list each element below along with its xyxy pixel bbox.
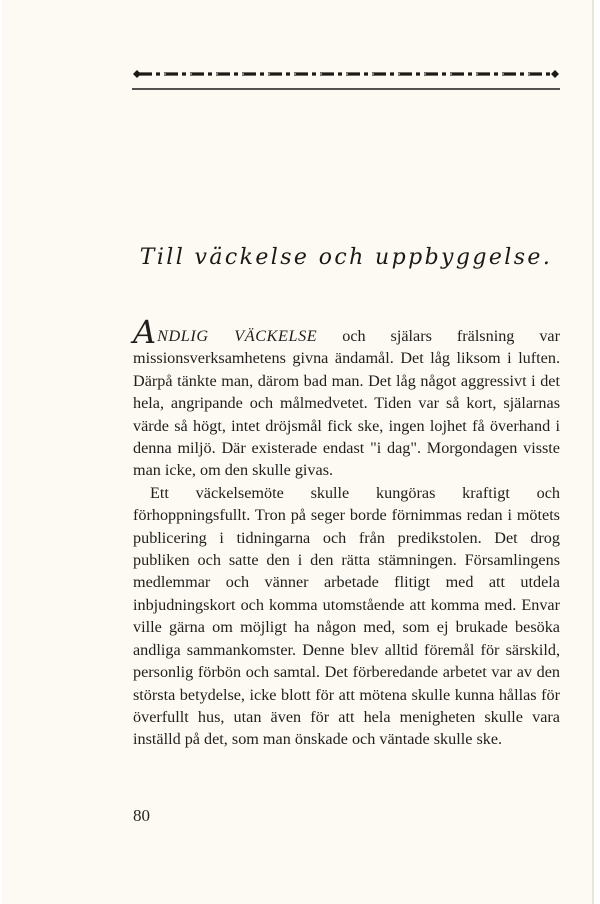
page-number: 80 xyxy=(133,806,150,825)
paragraph-1-text: och själars frälsning var missionsverksamhetens givna ändamål. Det låg liksom i luften. Därpå tänkte man, därom bad man. Det låg något aggressivt i det hela, angripande och målmedvetet. Tiden var så kort, själarnas värde så högt, intet dröjsmål fick ske, ingen lojhet få överhand i denna miljö. Där existerade endast "i dag". Morgondagen visste man icke, om den skulle givas. xyxy=(133,327,561,480)
book-page xyxy=(2,0,594,904)
small-caps-lead: NDLIG VÄCKELSE xyxy=(157,327,318,345)
body-text xyxy=(133,313,561,751)
paragraph-2: Ett väckelsemöte skulle kungöras kraftigt och förhoppningsfullt. Tron på seger borde förnimmas redan i mötets publicering i tidningarna och från predikstolen. Det drog publiken och satte den i den rätta stämningen. Församlingens medlemmar och vänner arbetade flitigt med att utdela inbjudningskort och komma utomstående att komma med. Envar ville gärna om möjligt ha någon med, som ej brukade besöka andliga sammankomster. Denne blev alltid föremål för särskild, personlig förbön och samtal. Det förberedande arbetet var av den största betydelse, icke blott för att mötena skulle kunna hållas för överfullt hus, utan även för att hela menigheten skulle vara inställd på det, som man önskade och väntade skulle ske. xyxy=(133,483,560,749)
paragraph-1 xyxy=(133,313,561,482)
drop-cap: A xyxy=(133,313,158,351)
decorative-border-ornament xyxy=(132,69,560,95)
chapter-title: Till väckelse och uppbyggelse. xyxy=(139,245,553,270)
